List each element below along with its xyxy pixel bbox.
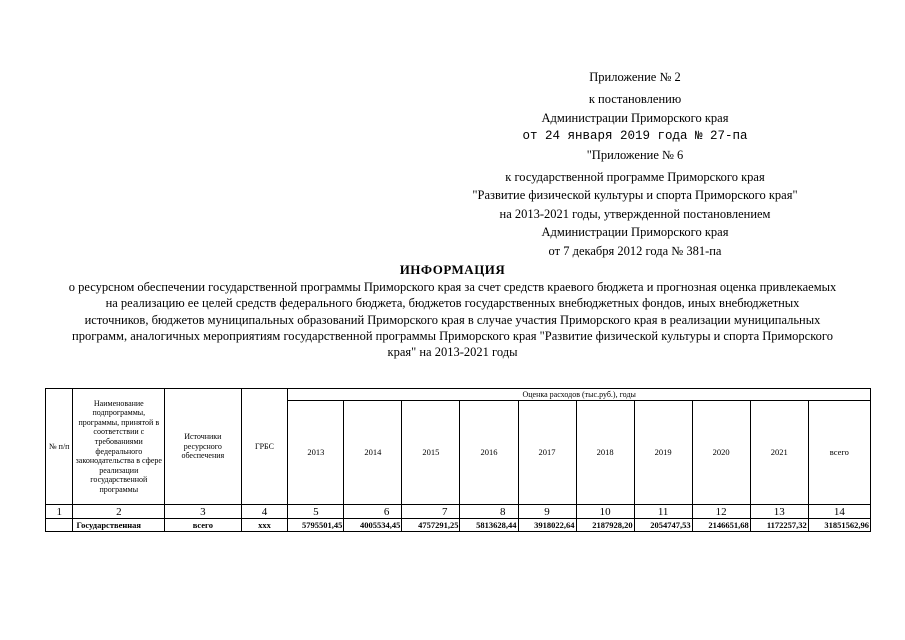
row-value: 2187928,20	[576, 519, 634, 532]
description-line: источников, бюджетов муниципальных образований Приморского края в случае участия Приморского края в реализации муниципальных	[84, 312, 821, 327]
row-value: 5795501,45	[288, 519, 344, 532]
column-number: 13	[750, 505, 808, 519]
program-period: на 2013-2021 годы, утвержденной постановлением	[499, 206, 771, 221]
description-line: на реализацию ее целей средств федерального бюджета, бюджетов государственных внебюджетных фондов, иных внебюджетных	[105, 296, 800, 311]
page-title: ИНФОРМАЦИЯ	[399, 262, 506, 277]
header-grbs: ГРБС	[241, 389, 288, 505]
administration-name-2: Администрации Приморского края	[541, 225, 729, 240]
row-value: 2054747,53	[634, 519, 692, 532]
appendix-6: "Приложение № 6	[586, 147, 684, 162]
program-reference: к государственной программе Приморского края	[505, 170, 765, 185]
header-year: 2020	[692, 401, 750, 505]
column-number: 12	[692, 505, 750, 519]
column-number: 1	[46, 505, 73, 519]
resolution-date: от 24 января 2019 года № 27-па	[522, 129, 748, 144]
header-year: 2015	[402, 401, 460, 505]
header-year: 2021	[750, 401, 808, 505]
header-year: 2018	[576, 401, 634, 505]
row-value: 4005534,45	[344, 519, 402, 532]
administration-name: Администрации Приморского края	[541, 110, 729, 125]
column-number: 7	[402, 505, 460, 519]
column-number: 8	[460, 505, 518, 519]
column-number: 11	[634, 505, 692, 519]
row-value: 1172257,32	[750, 519, 808, 532]
row-value: 3918022,64	[518, 519, 576, 532]
row-source: всего	[165, 519, 241, 532]
row-name: Государственная	[73, 519, 165, 532]
document-description	[40, 279, 865, 360]
resource-table	[45, 388, 871, 532]
header-year: 2016	[460, 401, 518, 505]
row-total: 31851562,96	[808, 519, 870, 532]
column-number: 3	[165, 505, 241, 519]
row-num	[46, 519, 73, 532]
header-year: 2019	[634, 401, 692, 505]
row-value: 5813628,44	[460, 519, 518, 532]
column-number: 2	[73, 505, 165, 519]
document-header	[455, 68, 815, 260]
column-number: 4	[241, 505, 288, 519]
header-estimate: Оценка расходов (тыс.руб.), годы	[288, 389, 871, 401]
program-name: "Развитие физической культуры и спорта Приморского края"	[472, 188, 798, 203]
description-line: края" на 2013-2021 годы	[387, 345, 518, 360]
description-line: программ, аналогичных мероприятиям государственной программы Приморского края "Развитие физической культуры и спорта Приморского	[72, 328, 833, 343]
row-grbs: ххх	[241, 519, 288, 532]
header-year: 2014	[344, 401, 402, 505]
column-number: 6	[344, 505, 402, 519]
column-number: 10	[576, 505, 634, 519]
header-name: Наименование подпрограммы, программы, принятой в соответствии с требованиями федерального законодательства в сфере реализации государственной программы	[73, 389, 165, 505]
original-resolution-date: от 7 декабря 2012 года № 381-па	[548, 243, 722, 258]
header-year: 2017	[518, 401, 576, 505]
header-num: № п/п	[46, 389, 73, 505]
header-total: всего	[808, 401, 870, 505]
header-year: 2013	[288, 401, 344, 505]
to-resolution: к постановлению	[588, 92, 682, 107]
description-line: о ресурсном обеспечении государственной программы Приморского края за счет средств краевого бюджета и прогнозная оценка привлекаемых	[68, 280, 837, 294]
header-sources: Источники ресурсного обеспечения	[165, 389, 241, 505]
row-value: 2146651,68	[692, 519, 750, 532]
column-number: 9	[518, 505, 576, 519]
appendix-number: Приложение № 2	[589, 70, 681, 84]
table-row	[46, 519, 871, 532]
column-number: 5	[288, 505, 344, 519]
row-value: 4757291,25	[402, 519, 460, 532]
column-number: 14	[808, 505, 870, 519]
